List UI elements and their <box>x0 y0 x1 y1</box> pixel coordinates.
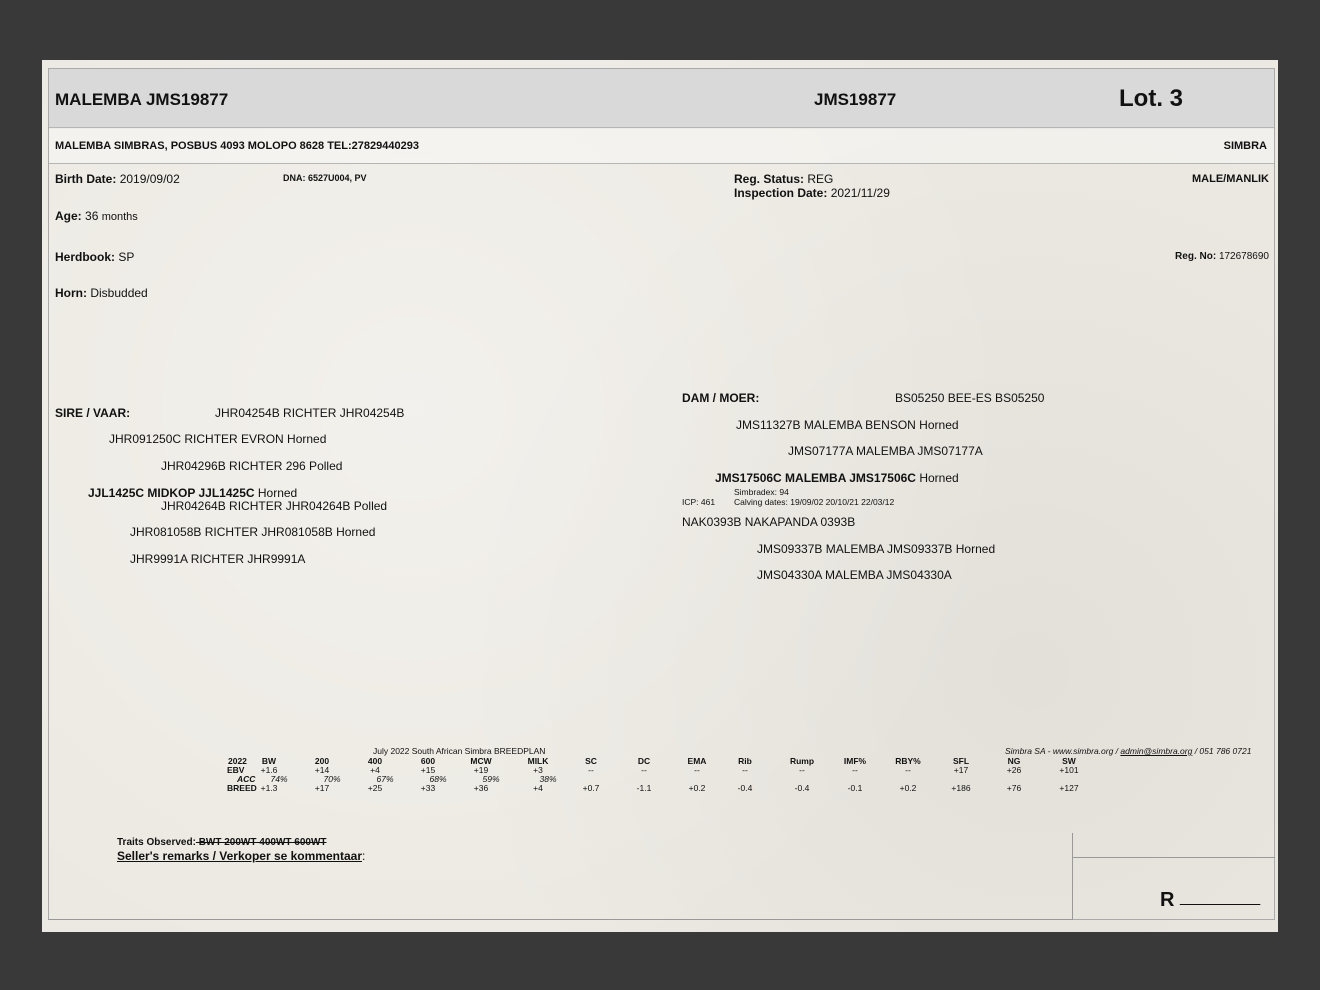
price-label: R <box>1160 889 1175 911</box>
dam-dam-sire: JMS09337B MALEMBA JMS09337B Horned <box>757 542 996 556</box>
sellers-remarks-label: Seller's remarks / Verkoper se kommentaar <box>117 849 362 863</box>
ebv-trait-cell: NG <box>1007 756 1021 766</box>
dam-sire-dam-name: JMS17506C MALEMBA JMS17506C <box>715 471 916 485</box>
ebv-trait-cell: 600 <box>420 756 436 766</box>
simbradex: Simbradex: 94 <box>734 487 789 497</box>
ebv-trait-cell: Rump <box>789 756 815 766</box>
ebv-trait-cell: SW <box>1062 756 1076 766</box>
dam-dam-dam: JMS04330A MALEMBA JMS04330A <box>757 568 952 582</box>
ebv-ebv-cell: +26 <box>1006 765 1022 775</box>
reg-status-value: REG <box>807 172 834 186</box>
traits-observed-value: BWT 200WT 400WT 600WT <box>195 837 327 848</box>
age-label: Age: <box>55 209 82 223</box>
age <box>55 209 138 223</box>
ebv-ebv-cell: +17 <box>953 765 969 775</box>
ebv-trait-cell: 400 <box>367 756 383 766</box>
traits-observed-label: Traits Observed: <box>117 837 196 848</box>
dam-name: BS05250 BEE-ES BS05250 <box>895 391 1045 405</box>
sellers-remarks <box>117 849 365 863</box>
inspection-date-label: Inspection Date: <box>734 186 828 200</box>
icp: ICP: 461 <box>682 497 716 507</box>
traits-observed <box>117 837 327 848</box>
sire-sire: JHR091250C RICHTER EVRON Horned <box>109 432 327 446</box>
ebv-acc-cell: 38% <box>539 774 557 784</box>
sire-sire-dam <box>88 486 297 500</box>
acc-row-label: ACC <box>237 774 256 784</box>
ebv-acc-cell: 74% <box>270 774 288 784</box>
birth-date <box>55 172 180 186</box>
ebv-acc-cell: 68% <box>429 774 447 784</box>
reg-no-value: 172678690 <box>1218 251 1269 262</box>
dam-sire: JMS11327B MALEMBA BENSON Horned <box>736 418 959 432</box>
ebv-trait-cell: RBY% <box>895 756 921 766</box>
sire-sire-dam-name: JJL1425C MIDKOP JJL1425C <box>88 486 255 500</box>
dam-label: DAM / MOER: <box>682 391 760 405</box>
lot-card <box>42 60 1278 932</box>
sire-name: JHR04254B RICHTER JHR04254B <box>215 406 405 420</box>
horn-value: Disbudded <box>90 286 148 300</box>
price-box-divider <box>1072 833 1073 920</box>
ebv-ebv-cell: -- <box>694 765 700 775</box>
dna-info: DNA: 6527U004, PV <box>283 173 367 183</box>
animal-code: JMS19877 <box>814 90 897 109</box>
ebv-ebv-cell: -- <box>852 765 858 775</box>
ebv-breed-cell: +36 <box>473 783 489 793</box>
inspection-date <box>734 186 890 200</box>
ebv-ebv-cell: +14 <box>314 765 330 775</box>
ebv-breed-cell: -0.4 <box>737 783 753 793</box>
ebv-ebv-cell: +19 <box>473 765 489 775</box>
contact-email-link[interactable]: admin@simbra.org <box>1120 746 1193 756</box>
reg-status-label: Reg. Status: <box>734 172 805 186</box>
sire-sire-dam-horn: Horned <box>257 486 298 500</box>
ebv-acc-cell: 59% <box>482 774 500 784</box>
sire-dam-sire: JHR081058B RICHTER JHR081058B Horned <box>130 525 376 539</box>
breeder-bar <box>49 129 1274 164</box>
herdbook-label: Herdbook: <box>55 250 115 264</box>
calving-dates: Calving dates: 19/09/02 20/10/21 22/03/12 <box>734 497 895 507</box>
ebv-ebv-cell: -- <box>588 765 594 775</box>
ebv-breed-cell: +76 <box>1006 783 1022 793</box>
sire-label: SIRE / VAAR: <box>55 406 131 420</box>
ebv-year: 2022 <box>228 756 247 766</box>
birth-date-label: Birth Date: <box>55 172 117 186</box>
ebv-trait-cell: EMA <box>687 756 707 766</box>
ebv-breed-cell: +33 <box>420 783 436 793</box>
card-header <box>49 69 1274 128</box>
ebv-breed-cell: +186 <box>951 783 971 793</box>
sex: MALE/MANLIK <box>1192 173 1269 185</box>
ebv-breed-cell: +4 <box>533 783 543 793</box>
ebv-ebv-cell: -- <box>905 765 911 775</box>
sire-dam-dam: JHR9991A RICHTER JHR9991A <box>130 552 306 566</box>
reg-no-label: Reg. No: <box>1175 251 1217 262</box>
age-unit: months <box>101 211 138 223</box>
breedplan-contact <box>1005 746 1251 756</box>
horn-label: Horn: <box>55 286 87 300</box>
reg-no <box>1175 251 1269 262</box>
ebv-breed-cell: +0.2 <box>688 783 706 793</box>
sellers-remarks-colon: : <box>362 849 366 863</box>
dam-sire-sire: JMS07177A MALEMBA JMS07177A <box>788 444 983 458</box>
ebv-ebv-cell: +4 <box>370 765 380 775</box>
dam-dam: NAK0393B NAKAPANDA 0393B <box>682 515 856 529</box>
ebv-ebv-cell: +3 <box>533 765 543 775</box>
ebv-trait-cell: IMF% <box>843 756 867 766</box>
ebv-ebv-cell: -- <box>799 765 805 775</box>
ebv-ebv-cell: -- <box>641 765 647 775</box>
ebv-breed-cell: -0.1 <box>847 783 863 793</box>
ebv-acc-cell: 70% <box>323 774 341 784</box>
dam-sire-dam <box>715 471 959 485</box>
ebv-breed-cell: -1.1 <box>636 783 652 793</box>
ebv-breed-cell: +17 <box>314 783 330 793</box>
breed-name: SIMBRA <box>1223 140 1267 152</box>
ebv-trait-cell: 200 <box>314 756 330 766</box>
ebv-trait-cell: DC <box>637 756 651 766</box>
herdbook-value: SP <box>118 250 135 264</box>
ebv-ebv-cell: +101 <box>1059 765 1079 775</box>
inspection-date-value: 2021/11/29 <box>830 186 890 200</box>
ebv-breed-cell: +1.3 <box>260 783 278 793</box>
horn <box>55 286 148 300</box>
remarks-box-bottom <box>48 919 1073 920</box>
sire-sire-sire: JHR04296B RICHTER 296 Polled <box>161 459 343 473</box>
ebv-breed-cell: +0.7 <box>582 783 600 793</box>
animal-title: MALEMBA JMS19877 <box>55 90 229 109</box>
ebv-breed-cell: +25 <box>367 783 383 793</box>
sire-dam: JHR04264B RICHTER JHR04264B Polled <box>161 499 388 513</box>
ebv-breed-cell: -0.4 <box>794 783 810 793</box>
lot-number: Lot. 3 <box>1119 85 1183 112</box>
ebv-trait-cell: SFL <box>952 756 970 766</box>
ebv-trait-cell: MILK <box>527 756 549 766</box>
ebv-ebv-cell: +15 <box>420 765 436 775</box>
ebv-trait-cell: SC <box>585 756 597 766</box>
breed-row-label: BREED <box>227 783 257 793</box>
breedplan-title: July 2022 South African Simbra BREEDPLAN <box>373 746 546 756</box>
birth-date-value: 2019/09/02 <box>119 172 180 186</box>
ebv-ebv-cell: -- <box>742 765 748 775</box>
dam-sire-dam-horn: Horned <box>919 471 959 485</box>
reg-status <box>734 172 833 186</box>
ebv-breed-cell: +127 <box>1059 783 1079 793</box>
age-value: 36 <box>85 209 99 223</box>
price-box-top <box>1072 857 1275 858</box>
breeder-info: MALEMBA SIMBRAS, POSBUS 4093 MOLOPO 8628 TEL:27829440293 <box>55 140 419 152</box>
ebv-trait-cell: MCW <box>470 756 492 766</box>
ebv-trait-cell: BW <box>261 756 277 766</box>
ebv-ebv-cell: +1.6 <box>260 765 278 775</box>
contact-prefix: Simbra SA - www.simbra.org / <box>1005 746 1121 756</box>
ebv-row-label: EBV <box>227 765 245 775</box>
ebv-acc-cell: 67% <box>376 774 394 784</box>
ebv-breed-cell: +0.2 <box>899 783 917 793</box>
price-field[interactable]: _________ <box>1180 889 1261 906</box>
ebv-trait-cell: Rib <box>738 756 752 766</box>
herdbook <box>55 250 134 264</box>
contact-suffix: / 051 786 0721 <box>1192 746 1252 756</box>
